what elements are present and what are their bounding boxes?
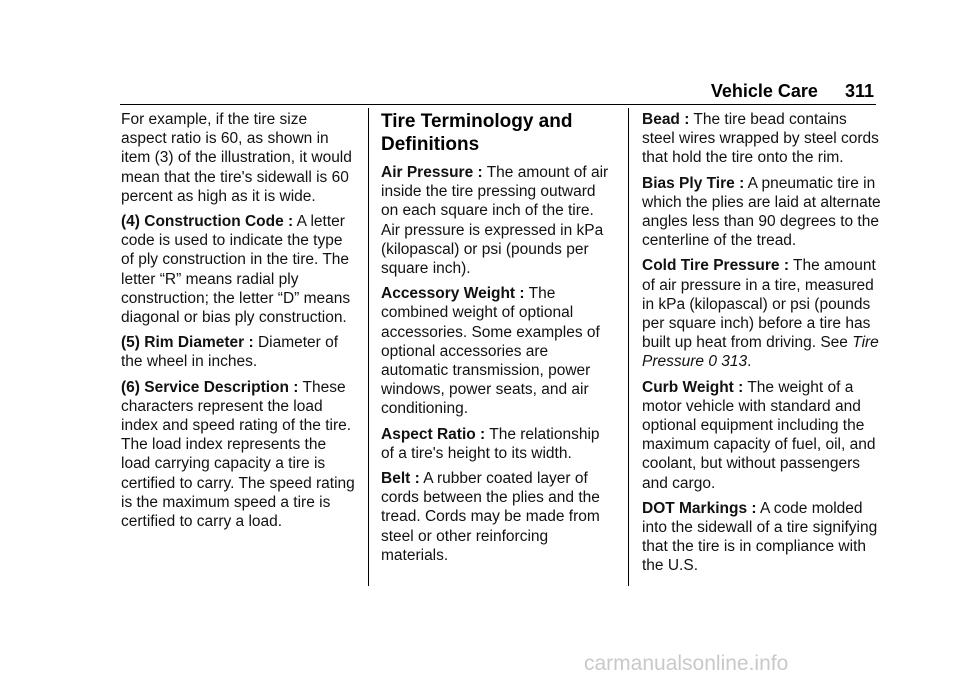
entry-cold-tire-pressure	[642, 256, 882, 371]
entry-accessory-weight	[381, 284, 613, 418]
term-definition-tail: .	[747, 353, 752, 371]
header-rule	[120, 104, 876, 105]
term-label: DOT Markings :	[642, 499, 757, 517]
term-label: (5) Rim Diameter :	[121, 334, 254, 352]
term-label: (6) Service Description :	[121, 378, 299, 396]
term-label: Cold Tire Pressure :	[642, 257, 790, 275]
intro-paragraph: For example, if the tire size aspect ratio is 60, as shown in item (3) of the illustration, it would mean that the tire's sidewall is 60 percent as high as it is wide.	[121, 111, 352, 205]
term-definition: Diameter of the wheel in inches.	[121, 334, 339, 371]
column-3	[642, 110, 882, 582]
term-definition: The combined weight of optional accessories. Some examples of optional accessories are automatic transmission, power windows, power seats, and air conditioning.	[381, 285, 600, 418]
term-definition: The weight of a motor vehicle with standard and optional equipment including the maximum capacity of fuel, oil, and coolant, but without passengers and cargo.	[642, 378, 876, 492]
entry-curb-weight	[642, 378, 882, 493]
entry-air-pressure	[381, 163, 613, 278]
page-header	[711, 81, 874, 102]
entry-rim-diameter	[121, 333, 357, 371]
term-definition: The amount of air inside the tire pressing outward on each square inch of the tire. Air pressure is expressed in kPa (kilopascal) or psi (pounds per square inch).	[381, 164, 609, 278]
entry-dot-markings	[642, 499, 882, 576]
term-definition: The relationship of a tire's height to its width.	[381, 425, 600, 462]
term-label: Curb Weight :	[642, 378, 744, 396]
entry-construction-code	[121, 212, 357, 327]
term-label: (4) Construction Code :	[121, 213, 294, 231]
section-heading: Tire Terminology and Definitions	[381, 111, 573, 155]
term-definition: The tire bead contains steel wires wrapped by steel cords that hold the tire onto the rim.	[642, 111, 879, 167]
section-title: Vehicle Care	[710, 81, 818, 101]
term-definition: A code molded into the sidewall of a tire signifying that the tire is in compliance with the U.S.	[642, 499, 878, 575]
column-2	[381, 110, 613, 571]
column-1	[121, 110, 357, 537]
term-definition: A pneumatic tire in which the plies are laid at alternate angles less than 90 degrees to the centerline of the tread.	[642, 174, 881, 250]
term-label: Air Pressure :	[381, 164, 483, 181]
watermark: carmanualsonline.info	[584, 652, 789, 675]
page-number: 311	[844, 81, 874, 101]
term-label: Aspect Ratio :	[381, 425, 486, 443]
term-definition: A rubber coated layer of cords between the plies and the tread. Cords may be made from steel or other reinforcing materials.	[381, 470, 600, 564]
entry-bias-ply-tire	[642, 174, 882, 251]
entry-belt	[381, 469, 613, 565]
entry-aspect-ratio	[381, 425, 613, 463]
term-label: Belt :	[381, 470, 420, 488]
term-definition: A letter code is used to indicate the type of ply construction in the tire. The letter “R” means radial ply construction; the letter “D” means diagonal or bias ply construction.	[121, 213, 351, 327]
term-definition: These characters represent the load index and speed rating of the tire. The load index represents the load carrying capacity a tire is certified to carry. The speed rating is the maximum speed a tire is certified to carry a load.	[121, 378, 355, 531]
column-divider	[368, 108, 369, 586]
term-definition: The amount of air pressure in a tire, measured in kPa (kilopascal) or psi (pounds per square inch) before a tire has built up heat from driving. See	[642, 257, 876, 352]
term-label: Bias Ply Tire :	[642, 174, 745, 192]
cross-reference-link[interactable]: Tire Pressure 0 313	[642, 334, 879, 371]
column-divider	[628, 108, 629, 586]
entry-bead	[642, 110, 882, 168]
term-label: Bead :	[642, 111, 690, 128]
term-label: Accessory Weight :	[381, 285, 525, 303]
entry-service-description	[121, 378, 357, 532]
